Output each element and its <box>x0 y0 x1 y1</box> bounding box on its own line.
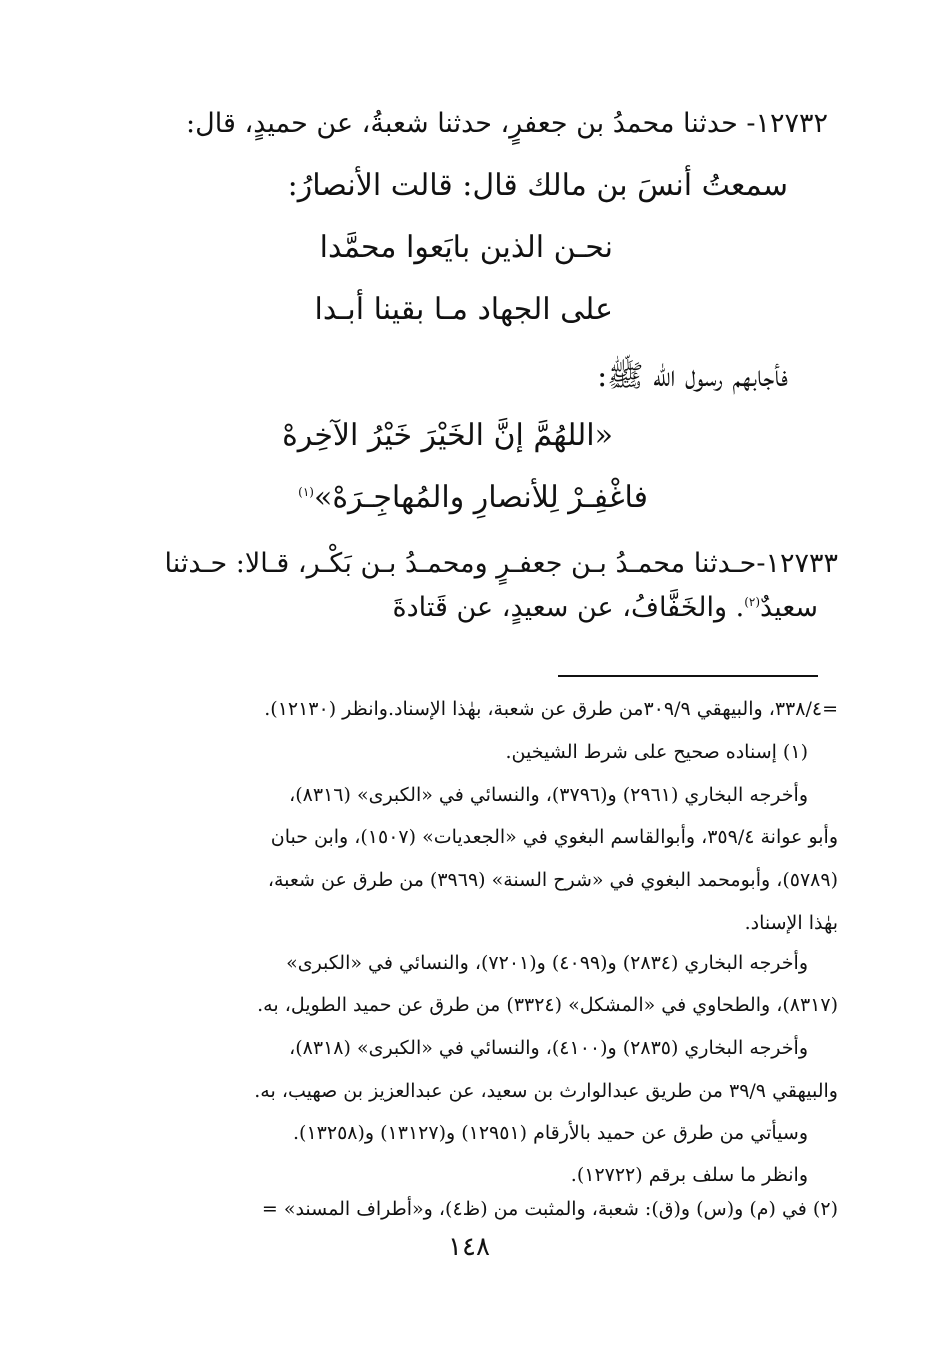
hadith-12733-line-1: ١٢٧٣٣-حـدثنا محمـدُ بـن جعفـرٍ ومحمـدُ بـن بَكْـر، قـالا: حـدثنا <box>164 548 838 579</box>
hadith-12733-name: سعيدٌ <box>760 592 818 623</box>
footnote-line: (٢) في (م) و(س) و(ق): شعبة، والمثبت من (ظ٤)، و«أطراف المسند» = <box>261 1198 838 1220</box>
footnote-line: (٨٣١٧)، والطحاوي في «المشكل» (٣٣٢٤) من طرق عن حميد الطويل، به. <box>257 994 838 1016</box>
hadith-12732-line-2: سمعتُ أنسَ بن مالك قال: قالت الأنصارُ: <box>287 168 788 203</box>
verse-line-4 <box>298 480 648 515</box>
footnote-separator <box>558 675 818 677</box>
footnote-line: (٥٧٨٩)، وأبومحمد البغوي في «شرح السنة» (٣٩٦٩) من طرق عن شعبة، <box>267 869 838 891</box>
footnote-line: وأبو عوانة ٣٥٩/٤، وأبوالقاسم البغوي في «الجعديات» (١٥٠٧)، وابن حبان <box>270 826 838 848</box>
footnote-line: بهٰذا الإسناد. <box>744 912 838 934</box>
footnote-line: وانظر ما سلف برقم (١٢٧٢٢). <box>570 1164 808 1186</box>
hadith-12733-rest: . والخَفَّافُ، عن سعيدٍ، عن قَتادةَ <box>392 592 745 623</box>
hadith-12733-line-2 <box>392 592 818 623</box>
footnote-line: وأخرجه البخاري (٢٩٦١) و(٣٧٩٦)، والنسائي في «الكبرى» (٨٣١٦)، <box>289 784 808 806</box>
footnote-line: وسيأتي من طرق عن حميد بالأرقام (١٢٩٥١) و(١٣١٢٧) و(١٣٢٥٨). <box>293 1122 808 1144</box>
footnote-line: وأخرجه البخاري (٢٨٣٥) و(٤١٠٠)، والنسائي في «الكبرى» (٨٣١٨)، <box>289 1037 808 1059</box>
verse-line-4-text: فاغْفِـرْ لِلأنصارِ والمُهاجِـرَهْ» <box>313 480 648 515</box>
footnote-line: =٣٣٨/٤، والبيهقي ٣٠٩/٩من طرق عن شعبة، بهٰذا الإسناد.وانظر (١٢١٣٠). <box>264 698 838 720</box>
verse-line-1: نحـن الذين بايَعوا محمَّدا <box>319 230 613 265</box>
footnote-line: (١) إسناده صحيح على شرط الشيخين. <box>505 741 808 763</box>
hadith-12732-line-1: ١٢٧٣٢- حدثنا محمدُ بن جعفرٍ، حدثنا شعبةُ، عن حميدٍ، قال: <box>186 108 828 139</box>
verse-line-2: على الجهاد مـا بقينا أبـدا <box>314 292 613 327</box>
footnote-line: والبيهقي ٣٩/٩ من طريق عبدالوارث بن سعيد، عن عبدالعزيز بن صهيب، به. <box>254 1080 838 1102</box>
page-number: ١٤٨ <box>448 1232 490 1262</box>
prophet-reply-line: فأجابهم رسول الله ﷺ: <box>597 359 788 394</box>
footnote-ref-1: (١) <box>298 485 314 499</box>
verse-line-3: «اللهُمَّ إنَّ الخَيْرَ خَيْرُ الآخِرهْ <box>282 418 613 453</box>
footnote-line: وأخرجه البخاري (٢٨٣٤) و(٤٠٩٩) و(٧٢٠١)، والنسائي في «الكبرى» <box>286 952 808 974</box>
footnote-ref-2: (٢) <box>744 595 761 609</box>
